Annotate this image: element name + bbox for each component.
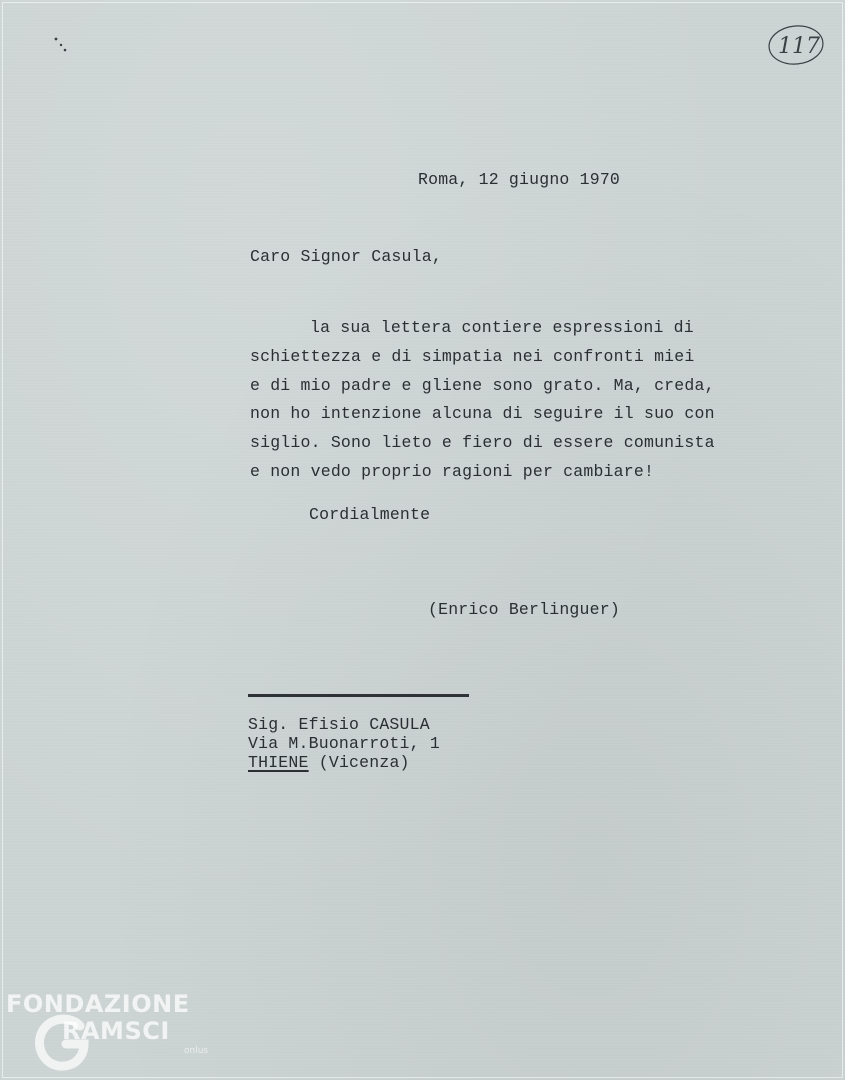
svg-text:117: 117: [778, 34, 820, 59]
recipient-address: [248, 715, 440, 772]
dateline: Roma, 12 giugno 1970: [418, 170, 621, 189]
body-line: siglio. Sono lieto e fiero di essere comunista: [250, 433, 715, 453]
body-line: e di mio padre e gliene sono grato. Ma, creda,: [250, 375, 715, 395]
archive-number-stamp: [766, 22, 826, 68]
salutation: Caro Signor Casula,: [250, 247, 442, 266]
divider-rule: [248, 694, 469, 697]
ink-speck-icon: [52, 35, 68, 53]
address-province: (Vicenza): [318, 753, 410, 772]
body-line: non ho intenzione alcuna di seguire il suo con: [250, 404, 715, 424]
letter-body: [250, 314, 715, 487]
closing: Cordialmente: [309, 505, 431, 524]
signature: (Enrico Berlinguer): [428, 600, 620, 619]
address-street: Via M.Buonarroti, 1: [248, 734, 440, 753]
body-line: schiettezza e di simpatia nei confronti miei: [250, 346, 695, 366]
body-line: e non vedo proprio ragioni per cambiare!: [250, 461, 655, 481]
address-city-line: [248, 753, 440, 772]
address-name: Sig. Efisio CASULA: [248, 715, 430, 734]
fondazione-gramsci-watermark: [4, 990, 214, 1075]
address-city: THIENE: [248, 753, 309, 772]
scan-border: [2, 2, 843, 1078]
watermark-line2: RAMSCI: [62, 1017, 170, 1045]
body-line: la sua lettera contiere espressioni di: [310, 318, 694, 337]
watermark-suffix: onlus: [184, 1046, 209, 1056]
watermark-line1: FONDAZIONE: [6, 990, 190, 1018]
